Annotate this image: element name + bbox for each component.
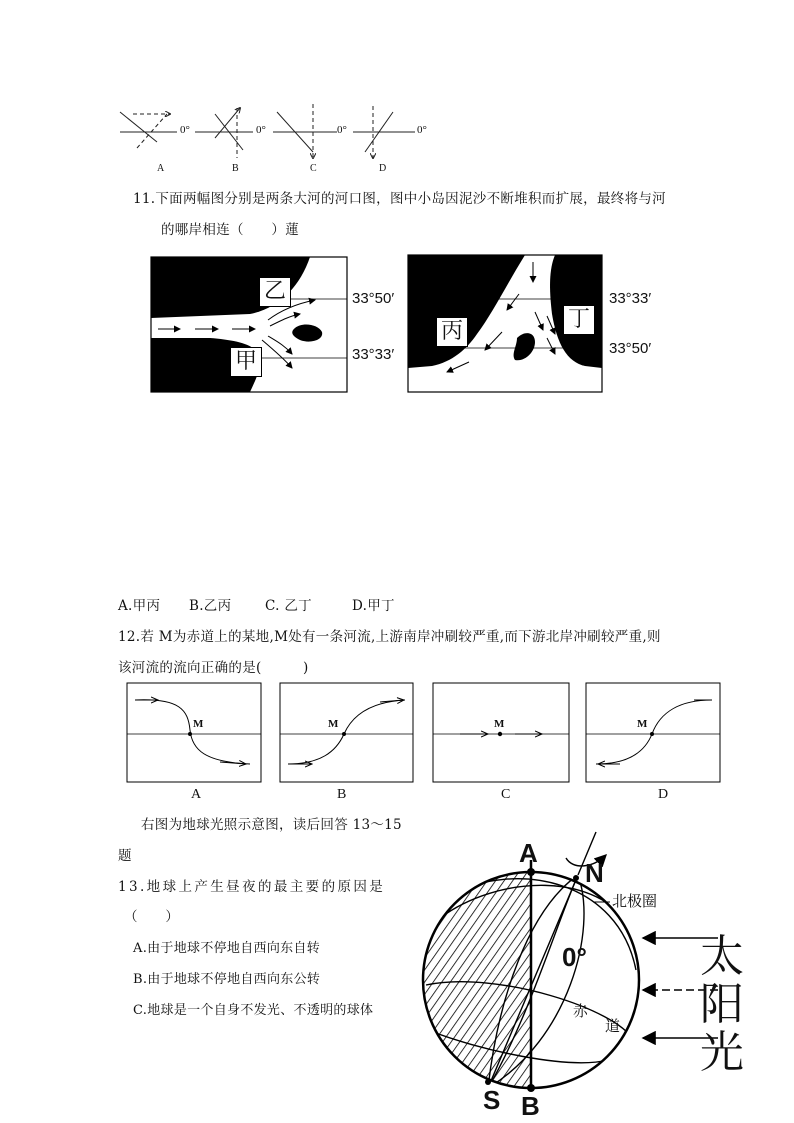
q10-zero-d: 0° (417, 124, 427, 136)
map-left-label-jia: 甲 (230, 347, 262, 377)
sunlight-label-char3: 光 (700, 1027, 744, 1078)
globe-label-s: S (483, 1085, 501, 1115)
map-right-lat-bottom: 33°50′ (609, 340, 652, 357)
map-left-label-yi: 乙 (259, 277, 291, 307)
globe-arctic-circle-label: 北极圈 (612, 892, 658, 910)
globe-zero-label: 0° (562, 942, 587, 972)
q12-option-c: C (501, 787, 511, 802)
q13-choice-a: A.由于地球不停地自西向东自转 (133, 941, 321, 956)
q12-m-label-c: M (494, 718, 505, 730)
q12-question-line1: 12.若 M为赤道上的某地,M处有一条河流,上游南岸冲刷较严重,而下游北岸冲刷较严重,则 (118, 629, 661, 645)
q13-intro-line1: 右图为地球光照示意图，读后回答 13～15 (141, 817, 402, 833)
q10-angle-diagrams (115, 100, 445, 178)
q10-zero-c: 0° (337, 124, 347, 136)
map-right-label-ding: 丁 (563, 305, 595, 335)
sunlight-label-char1: 太 (700, 931, 744, 982)
q10-label-a: A (157, 163, 165, 174)
q12-option-b: B (337, 787, 347, 802)
q13-choice-b: B.由于地球不停地自西向东公转 (133, 972, 321, 987)
q10-label-c: C (310, 163, 317, 174)
map-right-label-bing: 丙 (436, 317, 468, 347)
q12-diagram-a (127, 683, 261, 782)
q10-diagram-d (353, 106, 415, 158)
q10-diagram-b (195, 108, 253, 158)
globe-label-n: N (585, 858, 604, 888)
q12-option-a: A (191, 787, 202, 802)
q12-diagram-c (433, 683, 569, 782)
map-left-lat-bottom: 33°33′ (352, 346, 395, 363)
q12-river-diagrams (120, 680, 730, 788)
globe-label-b: B (521, 1091, 540, 1121)
q12-m-label-d: M (637, 718, 648, 730)
map-left-lat-top: 33°50′ (352, 290, 395, 307)
q12-diagram-b (280, 683, 413, 782)
q12-option-d: D (658, 787, 669, 802)
q13-choice-c: C.地球是一个自身不发光、不透明的球体 (133, 1003, 374, 1018)
q13-paren: （ ） (124, 909, 180, 925)
q12-diagram-d (586, 683, 720, 782)
q10-diagram-a (120, 112, 177, 148)
q13-question: 13.地球上产生昼夜的最主要的原因是 (118, 879, 386, 895)
q13-intro-line2: 题 (118, 848, 132, 864)
q11-option-d: D.甲丁 (352, 598, 395, 614)
q10-label-b: B (232, 163, 239, 174)
q10-label-d: D (379, 163, 387, 174)
q11-text: 下面两幅图分别是两条大河的河口图，图中小岛因泥沙不断堆积而扩展，最终将与河 (155, 191, 666, 207)
globe-equator-char1: 赤 (573, 1002, 589, 1020)
q11-option-c: C. 乙丁 (265, 598, 312, 614)
map-right-lat-top: 33°33′ (609, 290, 652, 307)
globe-equator-char2: 道 (605, 1017, 621, 1035)
q10-zero-a: 0° (180, 124, 190, 136)
q12-question-line2: 该河流的流向正确的是( ) (118, 660, 309, 676)
q10-diagram-c (273, 104, 337, 158)
q11-number: 11. (133, 191, 156, 207)
q11-question-line2: 的哪岸相连（ ）蓮 (161, 222, 299, 238)
q11-option-a: A.甲丙 (118, 598, 161, 614)
q12-m-label-a: M (193, 718, 204, 730)
q12-m-label-b: M (328, 718, 339, 730)
q11-question-line1 (133, 187, 666, 207)
globe-label-a: A (519, 838, 538, 868)
q10-zero-b: 0° (256, 124, 266, 136)
q11-option-b: B.乙丙 (189, 598, 232, 614)
sunlight-label-char2: 阳 (700, 979, 744, 1030)
